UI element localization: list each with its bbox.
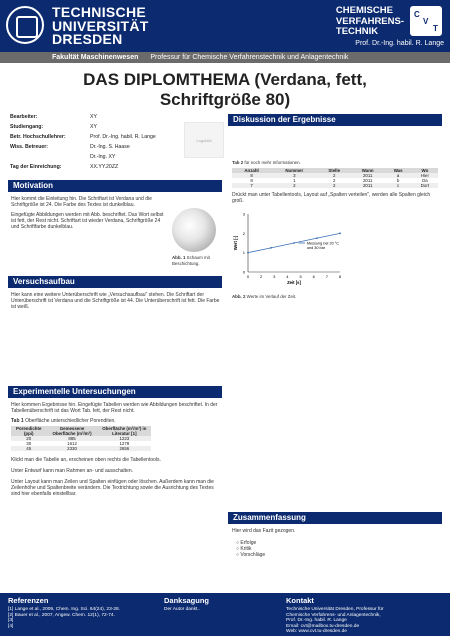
table-cell: Hier [420,173,429,178]
summary-list [232,540,442,558]
y-axis-label: Wert [-] [233,235,238,251]
table-cell: 1278 [119,441,130,446]
meta-row [10,112,222,122]
table-header: Oberfläche (m²/m³) in Literatur [1] [98,426,151,436]
contact-block [286,607,384,635]
reference-item: [2] Bauer et al., 2007, Angew. Chem. 12(1), 72-74. [8,612,115,618]
table-cell: 30 [26,441,32,446]
table-header: Wann [351,168,385,173]
experiment-text: Hier kommen Ergebnisse hin. Eingefügte Tabellen werden wie Abbildungen beschriftet. In der Tabellenüberschrift ist das Wort Tab. fett, der Rest nicht. [11,402,218,414]
references-list [8,607,120,629]
figure-1 [172,196,222,267]
reference-item: [3] [8,618,14,624]
meta-key: Studiengang: [10,124,44,130]
table-cell: 2 [332,178,336,183]
contact-line: Web: www.cvt.tu-dresden.de [286,629,347,635]
zusammenfassung-text: Hier wird das Fazit gezogen. [232,528,296,534]
caption-label: Tab 2 [232,160,244,165]
legend-label: Messung bei 20 °C und 30 bar [306,241,340,250]
table-cell: 45 [26,446,32,451]
university-line: UNIVERSITÄT [52,17,149,34]
footer-bar [0,593,450,636]
meta-value: Dr.-Ing. XY [90,154,116,160]
references-heading: Referenzen [8,596,49,605]
caption-text: Oberfläche unterschiedlicher Porenditen. [23,418,116,424]
chair-line: CHEMISCHE [335,5,393,16]
caption-text: Schaum mit Beschichtung. [172,255,210,266]
meta-key: Tag der Einreichung: [10,164,62,170]
diskussion-heading: Diskussion der Ergebnisse [228,114,442,126]
x-tick-label: 3 [273,274,276,279]
contact-line: Chemische Verfahrens- und Anlagentechnik, [286,612,381,618]
title-line: Schriftgröße 80) [159,90,291,109]
table-cell: 7 [250,183,253,188]
table-header: Gemessene Oberfläche (m²/m³) [46,426,97,436]
motivation-text: Eingefügte Abbildungen werden mit Abb. beschriftet. Das Wort selbst ist fett, der Rest nicht. Schriftart ist wieder Verdana, Schriftgröße 24 und Schriftfarbe dunkelblau. [11,212,164,230]
table-cell: 2656 [119,446,130,451]
logo-letter: C [414,10,420,19]
table-cell: 2330 [67,446,77,451]
table-row [11,446,151,451]
meta-key: Betr. Hochschullehrer: [10,134,66,140]
caption-text: Werte im Verlauf der Zeit. [245,294,297,299]
motivation-section [8,180,222,267]
x-tick-label: 6 [312,274,315,279]
experiment-heading: Experimentelle Untersuchungen [8,386,222,398]
table-cell: b [396,178,400,183]
reference-item: [4] [8,623,14,629]
table-cell: Da [422,178,428,183]
table-cell: a [396,173,400,178]
table-cell: 2 [332,173,336,178]
table-cell: 2011 [362,183,373,188]
table-2-caption [232,160,442,166]
x-tick-label: 0 [246,274,250,279]
x-tick-label: 4 [286,274,289,279]
header-bar [0,0,450,52]
faculty-name: Fakultät Maschinenwesen [52,54,139,61]
list-item: ○ Vorschläge [236,552,442,558]
motivation-text: Hier kommt die Einleitung hin. Die Schriftart ist Verdana und die Schriftgröße ist 24. Die Farbe des Textes ist dunkelblau. [11,196,152,208]
y-tick-label: 1 [242,250,245,256]
data-point [270,247,272,249]
contact-line: Email: cvt@mailbox.tu-dresden.de [286,623,360,629]
motivation-heading: Motivation [8,180,222,192]
table-cell: 20 [26,436,32,441]
faculty-bar [0,52,450,63]
table-cell: 8 [250,178,253,183]
y-tick-label: 0 [242,269,245,275]
experiment-section [8,386,222,497]
logo-letter: T [433,24,438,33]
x-tick-label: 2 [260,274,263,279]
table-cell: 1612 [67,441,77,446]
zusammenfassung-section [228,512,442,558]
table-cell: 2011 [362,173,373,178]
table-header: Nummer [271,168,317,173]
logo-placeholder: Logobild [184,122,224,158]
table-1-caption [11,418,222,424]
university-line: DRESDEN [52,31,123,47]
table-cell: 1 [293,178,296,183]
table-cell: Dort [420,183,430,188]
list-item: ○ Kritik [236,546,442,552]
table-cell: 2 [332,183,336,188]
contact-line: Technische Universität Dresden, Professur für [286,607,384,612]
x-tick-label: 8 [338,274,342,279]
meta-key [10,152,90,162]
x-tick-label: 7 [325,274,328,279]
contact-line: Prof. Dr.-Ing. habil. R. Lange [286,618,347,624]
chair-name [336,6,404,38]
list-item: ○ Erfolge [236,540,442,546]
versuch-heading: Versuchsaufbau [8,276,222,288]
meta-row [10,162,222,172]
cvt-logo-icon [410,6,442,36]
x-tick-label: 5 [299,274,302,279]
diskussion-text: Drückt man unter Tabellentools, Layout auf „Spalten verteilen", werden alle Spalten gleich groß. [232,192,431,204]
data-point [316,237,318,239]
table-cell: 3 [293,173,296,178]
table-cell: 8 [250,173,253,178]
meta-value: XX.YY.20ZZ [90,164,119,170]
tu-dresden-logo-icon [6,6,44,44]
table-header: Anzahl [232,168,271,173]
table-header: Porendichte (ppi) [11,426,46,436]
versuch-text: Hier kann eine weitere Unterüberschrift wie „Versuchsaufbau" stehen. Die Schriftart der Unterüberschrift ist Verdana und die Schriftgröße ist 44. Die Unterüberschrift ist fett. Die Farbe ist weiß. [11,292,220,310]
caption-label: Abb. 2 [232,294,246,299]
table-row [232,183,438,188]
poster-title [0,70,450,110]
contact-heading: Kontakt [286,596,314,605]
y-tick-label: 3 [242,211,245,217]
zusammenfassung-heading: Zusammenfassung [228,512,442,524]
experiment-text: Klickt man die Tabelle an, erscheinen oben rechts die Tabellentools. [11,457,161,463]
thanks-heading: Danksagung [164,596,210,605]
x-axis-label: Zeit [s] [287,280,301,285]
experiment-text: Unter Entwurf kann man Rahmen an- und ausschalten. [11,468,134,474]
meta-value: Dr.-Ing. S. Haase [90,144,130,150]
caption-text: für noch mehr Informationen. [243,160,301,165]
university-name [52,6,149,47]
thanks-text: Der Autor dankt.. [164,607,200,612]
header-professor: Prof. Dr.-Ing. habil. R. Lange [355,40,444,47]
experiment-text: Unter Layout kann man Zeilen und Spalten einfügen oder löschen. Außerdem kann man die Zeilenhöhe und Spaltenbreite verändern. Die Textrichtung sowie die Ausrichtung des Textes sind hier ebenfalls einstellbar. [11,479,214,497]
table-cell: 2011 [362,178,373,183]
meta-value: Prof. Dr.-Ing. habil. R. Lange [90,134,156,140]
chair-line: VERFAHRENS- [335,15,404,27]
meta-key: Bearbeiter: [10,114,38,120]
table-header: Was [384,168,411,173]
table-cell: 885 [68,436,76,441]
title-line: DAS DIPLOMTHEMA (Verdana, fett, [83,70,367,89]
data-point [339,232,341,234]
table-cell: 1223 [119,436,130,441]
table-header: Stelle [317,168,350,173]
data-point [293,242,295,244]
y-tick-label: 2 [242,230,245,236]
meta-key: Wiss. Betreuer: [10,144,49,150]
versuch-section [8,276,222,310]
meta-value: XY [90,114,97,120]
logo-letter: V [423,17,429,26]
foam-image [172,208,216,252]
university-line: TECHNISCHE [52,4,147,20]
table-cell: 2 [293,183,296,188]
institute-name: Professur für Chemische Verfahrenstechnik und Anlagentechnik [150,54,349,61]
line-chart [232,210,350,292]
figure-2-caption [232,294,442,300]
chair-line: TECHNIK [335,26,379,37]
figure-1-caption [172,255,222,267]
caption-label: Abb. 1 [172,255,186,260]
table-2 [232,168,438,188]
meta-value: XY [90,124,97,130]
diskussion-section [228,114,442,300]
motivation-text-block [8,196,168,267]
data-point [247,252,249,254]
reference-item: [1] Lange et al., 2009, Chem. Ing. Sci. 64(24), 23-28. [8,607,120,612]
table-1 [11,426,151,451]
table-header: Wo [412,168,438,173]
table-cell: c [397,183,400,188]
caption-label: Tab 1 [11,418,24,424]
